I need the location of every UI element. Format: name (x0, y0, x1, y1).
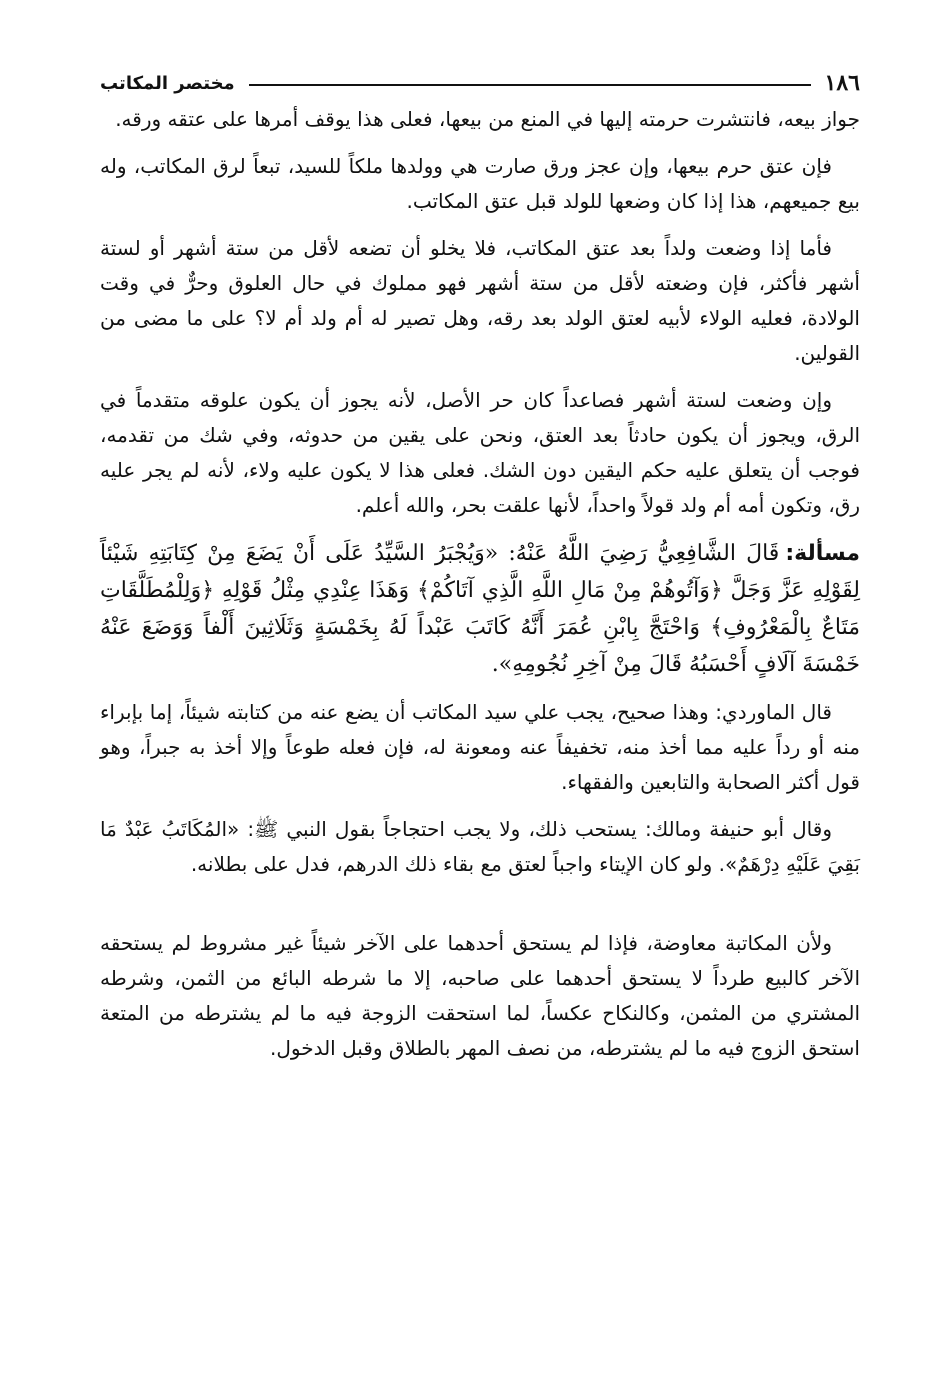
question-label: مسألة: (785, 541, 860, 566)
section-gap (100, 894, 860, 926)
paragraph-5: قال الماوردي: وهذا صحيح، يجب علي سيد المكاتب أن يضع عنه من كتابته شيئاً، إما بإبراء منه أو رداً عليه مما أخذ منه، تخفيفاً عنه ومعونة له، فإن فعله طوعاً وإلا أخذ به جبراً، وهو قول أكثر الصحابة والتابعين والفقهاء. (100, 700, 860, 794)
page-header (100, 66, 860, 100)
header-rule (249, 84, 811, 86)
running-title: مختصر المكاتب (100, 72, 235, 94)
page-body (100, 102, 860, 1078)
question-block (100, 535, 860, 683)
paragraph-1: جواز بيعه، فانتشرت حرمته إليها في المنع من بيعها، فعلى هذا يوقف أمرها على عتقه ورقه. (115, 107, 860, 131)
paragraph-3: فأما إذا وضعت ولداً بعد عتق المكاتب، فلا يخلو أن تضعه لأقل من ستة أشهر أو لستة أشهر فأكثر، فإن وضعته لأقل من ستة أشهر فهو مملوك في حال العلوق وحرٌّ في وقت الولادة، فعليه الولاء لأبيه لعتق الولد بعد رقه، وهل تصير له أم ولد أم لا؟ على ما مضى من القولين. (100, 236, 860, 365)
question-text: قَالَ الشَّافِعِيُّ رَضِيَ اللَّهُ عَنْهُ: «وَيُجْبَرُ السَّيِّدُ عَلَى أَنْ يَضَعَ مِنْ كِتَابَتِهِ شَيْئاً لِقَوْلِهِ عَزَّ وَجَلَّ ﴿وَآتُوهُمْ مِنْ مَالِ اللَّهِ الَّذِي آتَاكُمْ﴾ وَهَذَا عِنْدِي مِثْلُ قَوْلِهِ ﴿وَلِلْمُطَلَّقَاتِ مَتَاعٌ بِالْمَعْرُوفِ﴾ وَاحْتَجَّ بِابْنِ عُمَرَ أَنَّهُ كَاتَبَ عَبْداً لَهُ بِخَمْسَةٍ وَثَلَاثِينَ أَلْفاً وَوَضَعَ عَنْهُ خَمْسَةَ آلَافٍ أَحْسَبُهُ قَالَ مِنْ آخِرِ نُجُومِهِ». (100, 541, 860, 677)
page-number: ١٨٦ (824, 70, 860, 96)
paragraph-6: وقال أبو حنيفة ومالك: يستحب ذلك، ولا يجب احتجاجاً بقول النبي ﷺ: «المُكَاتَبُ عَبْدٌ مَا بَقِيَ عَلَيْهِ دِرْهَمٌ». ولو كان الإيتاء واجباً لعتق مع بقاء ذلك الدرهم، فدل على بطلانه. (100, 817, 860, 876)
paragraph-4: وإن وضعت لستة أشهر فصاعداً كان حر الأصل، لأنه يجوز أن يكون علوقه متقدماً في الرق، ويجوز أن يكون حادثاً بعد العتق، ونحن على يقين من حدوثه، وفي شك من تقدمه، فوجب أن يتعلق عليه حكم اليقين دون الشك. فعلى هذا لا يكون عليه ولاء، لأنه لم يجر عليه رق، وتكون أمه أم ولد قولاً واحداً، لأنها علقت بحر، والله أعلم. (100, 388, 860, 517)
paragraph-2: فإن عتق حرم بيعها، وإن عجز ورق صارت هي وولدها ملكاً للسيد، تبعاً لرق المكاتب، وله بيع جميعهم، هذا إذا كان وضعها للولد قبل عتق المكاتب. (100, 154, 860, 213)
paragraph-7: ولأن المكاتبة معاوضة، فإذا لم يستحق أحدهما على الآخر شيئاً غير مشروط لم يستحقه الآخر كالبيع طرداً لا يستحق أحدهما على صاحبه، إلا ما شرطه البائع من الثمن، وشرطه المشتري من المثمن، وكالنكاح عكساً، لما استحقت الزوجة فيه ما لم يشترطه من المتعة استحق الزوج فيه ما لم يشترطه، من نصف المهر بالطلاق وقبل الدخول. (100, 931, 860, 1060)
